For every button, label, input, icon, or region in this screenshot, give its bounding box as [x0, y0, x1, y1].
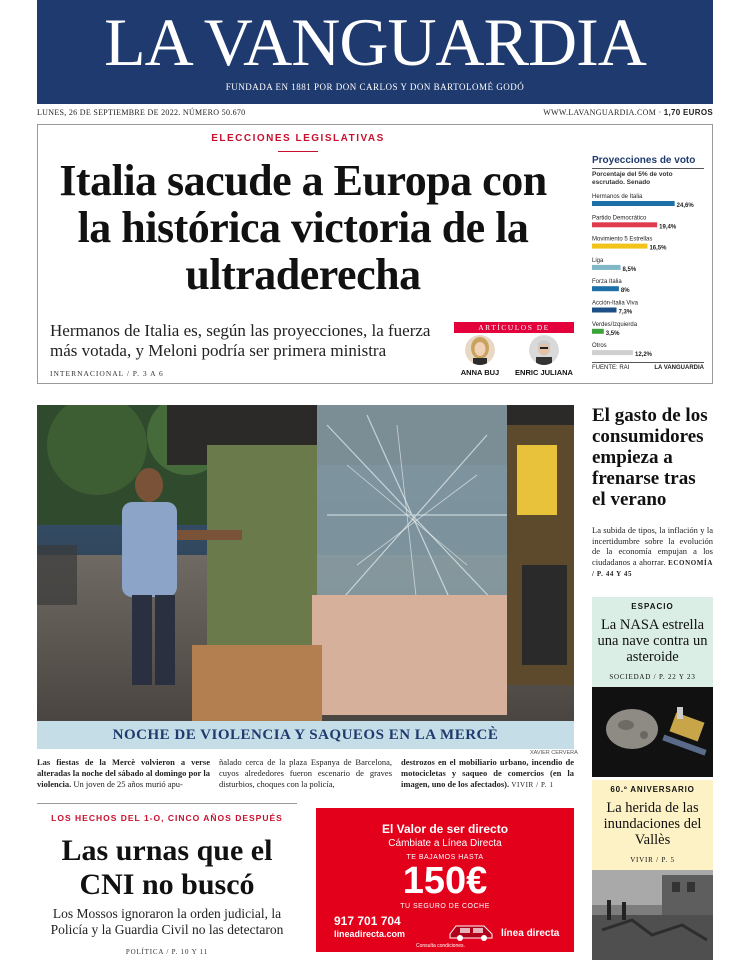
- web-price: [543, 108, 713, 117]
- gasto-body: La subida de tipos, la inflación y la incertidumbre sobre la evolución de la economía empujan a los ciudadanos a ahorrar.: [592, 525, 713, 567]
- photo-credit: XAVIER CERVERA: [530, 750, 578, 756]
- chart-category-label: Verdes/Izquierda: [592, 321, 638, 328]
- newspaper-logo[interactable]: LA VANGUARDIA: [104, 4, 646, 80]
- website-link[interactable]: WWW.LAVANGUARDIA.COM ·: [543, 108, 662, 117]
- masthead: [37, 0, 713, 104]
- gasto-section[interactable]: ECONOMÍA / P. 44 Y 45: [592, 558, 713, 578]
- chart-bar: [592, 201, 675, 206]
- top-story-section[interactable]: INTERNACIONAL / P. 3 A 6: [50, 369, 164, 378]
- caption-lead: Las fiestas de la Mercè volvieron a verse alteradas la noche del sábado al domingo por la violencia.: [37, 757, 210, 789]
- chart-category-label: Partido Democrático: [592, 215, 647, 222]
- chart-subtitle: Porcentaje del 5% de voto escrutado. Senado: [592, 171, 673, 186]
- photo-caption-col-2: ñalado cerca de la plaza Espanya de Barcelona, cuyos alrededores fueron escenario de graves disturbios, choques con la policía,: [219, 757, 392, 789]
- gasto-text: [592, 525, 713, 580]
- aniversario-section[interactable]: VIVIR / P. 5: [630, 856, 675, 864]
- price: 1,70 EUROS: [663, 108, 713, 117]
- chart-bar: [592, 265, 621, 270]
- ad-amount: 150€: [402, 860, 488, 902]
- aniversario-headline[interactable]: La herida de las inundaciones del Vallès: [603, 800, 702, 848]
- top-story-headline[interactable]: Italia sacude a Europa con la histórica victoria de la ultraderecha: [59, 156, 547, 299]
- chart-bar: [592, 244, 647, 249]
- ad-brand: línea directa: [501, 928, 560, 939]
- chart-title: Proyecciones de voto: [592, 155, 704, 169]
- main-photo[interactable]: [37, 405, 574, 721]
- car-phone-icon: [446, 918, 498, 942]
- chart-value-label: 19,4%: [659, 224, 677, 231]
- vote-projection-chart: [592, 155, 704, 379]
- chart-bar: [592, 350, 633, 355]
- chart-value-label: 16,5%: [649, 245, 667, 252]
- linea-directa-ad[interactable]: [316, 808, 574, 952]
- chart-bar: [592, 286, 619, 291]
- chart-value-label: 8,5%: [622, 266, 637, 273]
- chart-value-label: 12,2%: [634, 352, 653, 359]
- caption-section[interactable]: VIVIR / P. 1: [509, 781, 554, 789]
- author-name[interactable]: ANNA BUJ: [460, 368, 500, 377]
- photo-caption-col-1: [37, 757, 210, 790]
- author-name[interactable]: ENRIC JULIANA: [515, 368, 573, 377]
- bottom-story-deck: Los Mossos ignoraron la orden judicial, la Policía y la Guardia Civil no las detectaron: [50, 906, 284, 937]
- ad-bajamos: TE BAJAMOS HASTA: [406, 854, 484, 861]
- articles-label: ARTÍCULOS DE: [454, 322, 574, 333]
- dateline: LUNES, 26 DE SEPTIEMBRE DE 2022. NÚMERO 50.670: [37, 108, 246, 117]
- chart-bar: [592, 329, 604, 334]
- caption-text: Un joven de 25 años murió apu-: [71, 779, 183, 789]
- aniversario-kicker: 60.º ANIVERSARIO: [610, 785, 695, 794]
- top-story-deck: Hermanos de Italia es, según las proyecciones, la fuerza más votada, y Meloni podría ser primera ministra: [50, 321, 431, 360]
- caption-text: destrozos en el mobiliario urbano, incendio de motocicletas y saqueo de comercios (en la imagen, uno de los afectados).: [401, 757, 574, 789]
- asteroid-photo[interactable]: [592, 687, 713, 777]
- ad-conditions: Consulta condiciones.: [416, 943, 465, 949]
- chart-value-label: 7,3%: [618, 309, 633, 316]
- ad-headline: El Valor de ser directo: [381, 822, 509, 836]
- espacio-section[interactable]: SOCIEDAD / P. 22 Y 23: [609, 673, 696, 681]
- chart-source: FUENTE: RAI: [592, 365, 630, 371]
- ad-website[interactable]: lineadirecta.com: [334, 929, 406, 939]
- chart-credit: LA VANGUARDIA: [654, 365, 704, 371]
- chart-bar: [592, 222, 657, 227]
- chart-value-label: 8%: [620, 288, 630, 295]
- founded-line: FUNDADA EN 1881 POR DON CARLOS Y DON BARTOLOMÉ GODÓ: [225, 82, 525, 92]
- chart-value-label: 24,6%: [676, 203, 694, 209]
- ad-subline: Cámbiate a Línea Directa: [388, 838, 502, 849]
- chart-category-label: Forza Italia: [592, 279, 622, 286]
- author-photo-anna-buj[interactable]: [465, 335, 495, 365]
- chart-category-label: Hermanos de Italia: [592, 194, 643, 200]
- aniversario-box[interactable]: [592, 780, 713, 870]
- chart-bar: [592, 308, 617, 313]
- chart-category-label: Otros: [592, 343, 607, 350]
- chart-category-label: Movimiento 5 Estrellas: [592, 236, 653, 243]
- kicker-divider: [278, 151, 318, 152]
- bottom-story-rule: [37, 803, 297, 804]
- chart-category-label: Liga: [592, 257, 604, 264]
- ad-seguro: TU SEGURO DE COCHE: [400, 903, 490, 910]
- bottom-story-section[interactable]: POLÍTICA / P. 10 Y 11: [125, 948, 209, 956]
- top-story: [37, 124, 713, 384]
- chart-divider: [592, 362, 704, 363]
- bottom-story-headline[interactable]: Las urnas que el CNI no buscó: [61, 834, 273, 901]
- photo-caption-col-3: [401, 757, 574, 791]
- gasto-headline[interactable]: El gasto de los consumidores empieza a frenarse tras el verano: [592, 405, 708, 510]
- chart-value-label: 3,5%: [605, 330, 620, 337]
- photo-caption-title[interactable]: NOCHE DE VIOLENCIA Y SAQUEOS EN LA MERCÈ: [37, 721, 574, 749]
- ad-phone[interactable]: 917 701 704: [334, 914, 401, 928]
- chart-category-label: Acción-Italia Viva: [592, 300, 638, 307]
- flood-photo[interactable]: [592, 870, 713, 960]
- author-photo-enric-juliana[interactable]: [529, 335, 559, 365]
- espacio-headline[interactable]: La NASA estrella una nave contra un asteroide: [597, 617, 708, 665]
- espacio-box[interactable]: [592, 597, 713, 777]
- espacio-kicker: ESPACIO: [631, 602, 674, 611]
- chart-plot: [592, 191, 704, 363]
- bottom-story-kicker: LOS HECHOS DEL 1-O, CINCO AÑOS DESPUÉS: [51, 813, 283, 823]
- top-story-kicker: ELECCIONES LEGISLATIVAS: [211, 133, 385, 144]
